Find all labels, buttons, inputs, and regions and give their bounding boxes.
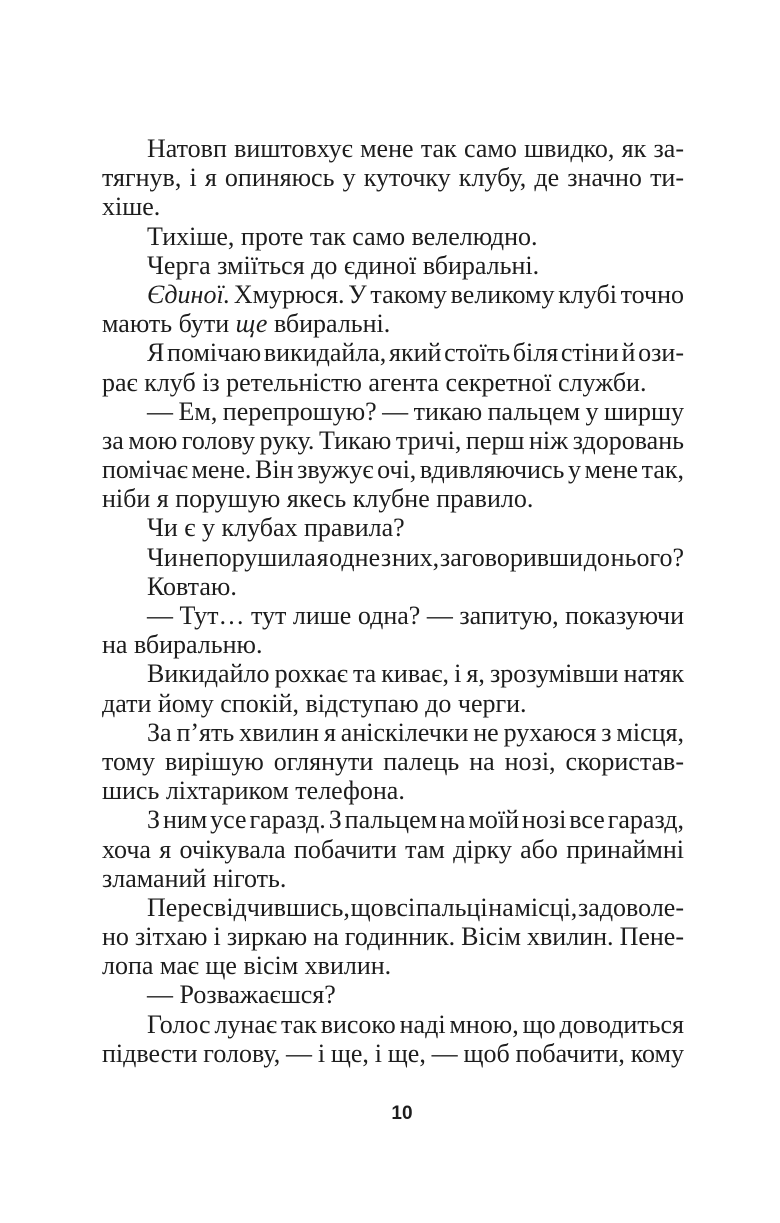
text-segment: Черга зміїться до єдиної вбиральні. bbox=[147, 250, 540, 280]
text-segment: Натовп виштовхує мене так само швидко, як за- bbox=[147, 134, 684, 163]
page-number: 10 bbox=[391, 1103, 413, 1124]
text-line bbox=[102, 747, 684, 776]
text-line bbox=[102, 543, 684, 572]
italic-text: ще bbox=[235, 309, 268, 339]
text-line bbox=[102, 1039, 684, 1068]
text-line bbox=[102, 630, 684, 659]
text-line bbox=[102, 134, 684, 163]
text-segment: лопа має ще вісім хвилин. bbox=[102, 951, 392, 981]
text-line bbox=[102, 222, 684, 251]
italic-text: Єдиної. bbox=[147, 279, 231, 309]
text-segment: рає клуб із ретельністю агента секретної служби. bbox=[102, 367, 647, 397]
text-segment: помічає мене. Він звужує очі, вдивляючись у мене так, bbox=[102, 455, 684, 485]
text-line bbox=[102, 689, 684, 718]
text-line bbox=[102, 601, 684, 630]
text-segment: тягнув, і я опиняюсь у куточку клубу, де значно ти- bbox=[102, 163, 684, 193]
text-segment: З ним усе гаразд. З пальцем на моїй нозі все гаразд, bbox=[147, 805, 684, 835]
text-segment: підвести голову, — і ще, і ще, — щоб побачити, кому bbox=[102, 1038, 684, 1068]
text-line bbox=[102, 368, 684, 397]
text-line bbox=[102, 426, 684, 455]
text-segment: хіше. bbox=[102, 192, 161, 222]
text-line bbox=[102, 835, 684, 864]
text-line bbox=[102, 455, 684, 484]
text-segment: на вбиральню. bbox=[102, 630, 263, 660]
text-segment: Голос лунає так високо наді мною, що доводиться bbox=[147, 1009, 684, 1039]
text-segment: Пересвідчившись, що всі пальці на місці, задоволе- bbox=[147, 892, 684, 922]
page-text bbox=[102, 134, 684, 1068]
text-segment: — Ем, перепрошую? — тикаю пальцем у ширшу bbox=[147, 396, 684, 426]
text-segment: Я помічаю викидайла, який стоїть біля стіни й ози- bbox=[147, 338, 684, 368]
text-line bbox=[102, 251, 684, 280]
text-segment: Чи не порушила я одне з них, заговоривши до нього? bbox=[147, 542, 684, 572]
text-line bbox=[102, 776, 684, 805]
text-line bbox=[102, 951, 684, 980]
text-segment: мають бути bbox=[102, 309, 236, 339]
text-segment: Ковтаю. bbox=[147, 571, 237, 601]
text-line bbox=[102, 864, 684, 893]
text-segment: ніби я порушую якесь клубне правило. bbox=[102, 484, 534, 514]
text-segment: — Розважаєшся? bbox=[147, 980, 336, 1010]
text-line bbox=[102, 893, 684, 922]
text-segment: Хмурюся. У такому великому клубі точно bbox=[230, 279, 684, 309]
text-segment: зламаний ніготь. bbox=[102, 863, 287, 893]
text-line bbox=[102, 1010, 684, 1039]
text-line bbox=[102, 397, 684, 426]
text-segment: вбиральні. bbox=[267, 309, 391, 339]
text-line bbox=[102, 572, 684, 601]
text-line bbox=[102, 309, 684, 338]
text-segment: — Тут… тут лише одна? — запитую, показуючи bbox=[147, 601, 684, 630]
text-segment: дати йому спокій, відступаю до черги. bbox=[102, 688, 527, 718]
text-line bbox=[102, 718, 684, 747]
text-line bbox=[102, 513, 684, 542]
text-segment: тому вирішую оглянути палець на нозі, скористав- bbox=[102, 746, 684, 776]
text-segment: хоча я очікувала побачити там дірку або принаймні bbox=[102, 834, 684, 864]
text-segment: Тихіше, проте так само велелюдно. bbox=[147, 221, 538, 251]
text-line bbox=[102, 659, 684, 688]
text-line bbox=[102, 192, 684, 221]
text-segment: Чи є у клубах правила? bbox=[147, 513, 405, 543]
text-line bbox=[102, 922, 684, 951]
text-line bbox=[102, 484, 684, 513]
text-line bbox=[102, 338, 684, 367]
text-line bbox=[102, 805, 684, 834]
text-segment: за мою голову руку. Тикаю тричі, перш ніж здоровань bbox=[102, 425, 684, 455]
text-segment: шись ліхтариком телефона. bbox=[102, 776, 405, 806]
text-segment: За п’ять хвилин я аніскілечки не рухаюся з місця, bbox=[147, 717, 684, 747]
text-line bbox=[102, 280, 684, 309]
text-segment: Викидайло рохкає та киває, і я, зрозумівши натяк bbox=[147, 659, 684, 689]
text-segment: но зітхаю і зиркаю на годинник. Вісім хвилин. Пене- bbox=[102, 922, 684, 952]
text-line bbox=[102, 980, 684, 1009]
text-line bbox=[102, 163, 684, 192]
